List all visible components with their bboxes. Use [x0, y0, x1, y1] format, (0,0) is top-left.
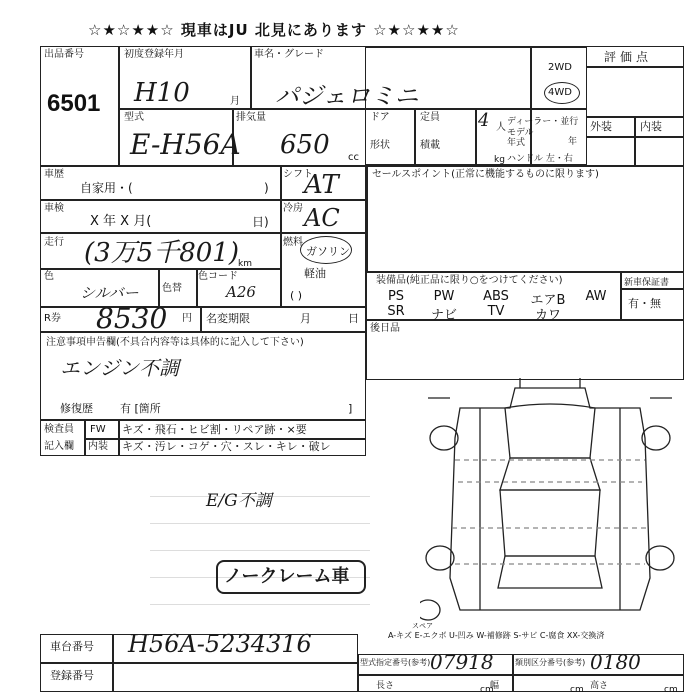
notes-label: 注意事項申告欄(不具合内容等は具体的に記入して下さい)	[46, 337, 304, 348]
equip-tv: TV	[487, 304, 505, 319]
fuel-gas: ガソリン	[306, 245, 350, 258]
load-label: 積載	[420, 140, 440, 151]
equip-airbag: エアB	[530, 293, 566, 308]
type-no-value: 07918	[430, 650, 494, 674]
dim-height: 高さ	[590, 681, 609, 691]
chassis-label: 車台番号	[50, 640, 94, 653]
rating-interior: 内装	[640, 120, 662, 133]
rating-exterior: 外装	[590, 120, 612, 133]
equip-sr: SR	[387, 304, 405, 319]
handle-label: ハンドル 左・右	[507, 154, 573, 164]
type-no-label: 型式指定番号(参考)	[360, 658, 431, 667]
dealer-label: ディーラー・並行	[507, 117, 579, 127]
load-unit: kg	[494, 155, 505, 165]
equip-abs: ABS	[483, 289, 509, 304]
rating-label: 評価点	[604, 50, 653, 64]
fuel-paren: ( )	[290, 289, 303, 302]
history-close: )	[264, 181, 269, 195]
model-year-label: モデル年式	[507, 128, 534, 148]
displacement-value: 650	[280, 130, 330, 160]
registration-unit: 月	[230, 96, 240, 107]
inspection-label: 車検	[44, 203, 64, 214]
inspector-fw-items: キズ・飛石・ヒビ割・リペア跡・×要	[122, 423, 307, 436]
name-change-day: 日	[348, 312, 359, 325]
dim-length-unit: cm	[480, 685, 494, 695]
equip-ps: PS	[387, 289, 405, 304]
drive-4wd: 4WD	[548, 87, 572, 98]
ac-value: AC	[304, 204, 340, 232]
dim-width: 幅	[490, 681, 500, 691]
name-change-label: 名変期限	[206, 312, 250, 325]
fuel-diesel: 軽油	[304, 267, 326, 280]
ac-label: 冷房	[283, 203, 303, 214]
dim-width-unit: cm	[570, 685, 584, 695]
mod-box	[366, 320, 684, 380]
inspector-fw: FW	[90, 424, 106, 435]
registration-label: 初度登録年月	[124, 49, 184, 60]
history-label: 車歴	[44, 169, 64, 180]
inspector-interior: 内装	[88, 441, 108, 452]
color-label: 色	[44, 271, 54, 282]
capacity-unit: 人	[496, 122, 506, 133]
recycle-unit: 円	[182, 313, 192, 324]
warranty-value: 有・無	[628, 297, 661, 310]
model-value: E-H56A	[130, 128, 241, 161]
equip-leather: カワ	[534, 308, 561, 323]
inspection-value: X 年 X 月(	[90, 214, 152, 229]
color-code-value: A26	[226, 283, 256, 301]
mod-label: 後日品	[370, 323, 400, 334]
notes-value: エンジン不調	[60, 356, 179, 380]
inspector-note: E/G不調	[206, 491, 272, 511]
inspector-int-items: キズ・汚レ・コゲ・穴・スレ・キレ・破レ	[122, 440, 331, 453]
lot-number: 6501	[47, 90, 101, 117]
registration-value: H10	[134, 78, 190, 108]
repair-label: 修復歴	[60, 402, 93, 415]
shift-label: シフト	[283, 169, 313, 180]
equip-pw: PW	[433, 289, 455, 304]
year-unit: 年	[568, 137, 578, 147]
repair-close: ]	[348, 402, 353, 415]
name-change-month: 月	[300, 312, 311, 325]
mileage-label: 走行	[44, 237, 64, 248]
stamp-text: ノークレーム車	[224, 566, 350, 587]
dim-length: 長さ	[376, 681, 395, 691]
mileage-unit: km	[238, 259, 252, 269]
drive-2wd: 2WD	[548, 62, 572, 73]
fuel-label: 燃料	[283, 237, 303, 248]
recycle-label: R券	[44, 313, 61, 324]
reg-no-label: 登録番号	[50, 669, 94, 682]
inspector-label2: 記入欄	[44, 441, 74, 452]
car-diagram	[420, 378, 680, 628]
capacity-value: 4	[478, 110, 490, 131]
model-label: 型式	[124, 112, 144, 123]
shape-label: 形状	[370, 140, 390, 151]
car-name: パジェロミニ	[275, 82, 419, 110]
chassis-value: H56A-5234316	[128, 630, 312, 658]
inspector-label: 検査員	[44, 424, 74, 435]
displacement-unit: cc	[348, 152, 359, 163]
equipment-label: 装備品(純正品に限り○をつけてください)	[376, 275, 563, 286]
spare-label: スペア	[412, 622, 433, 630]
equip-aw: AW	[585, 289, 607, 304]
displacement-label: 排気量	[236, 112, 266, 123]
capacity-label: 定員	[420, 112, 440, 123]
color-code-label: 色コード	[198, 271, 238, 282]
inspection-day: 日)	[252, 215, 269, 229]
equip-navi: ナビ	[430, 308, 457, 323]
repair-value: 有 [箇所	[120, 402, 161, 415]
sales-point-box	[366, 166, 684, 272]
sales-point-label: セールスポイント(正常に機能するものに限ります)	[372, 169, 599, 180]
header-banner: ☆★☆★★☆ 現車はJU 北見にあります ☆★☆★★☆	[88, 21, 460, 39]
warranty-label: 新車保証書	[624, 278, 670, 288]
doors-label: ドア	[370, 112, 390, 123]
history-value: 自家用・(	[80, 181, 133, 195]
shift-value: AT	[304, 170, 339, 200]
lot-label: 出品番号	[44, 49, 84, 60]
car-label: 車名・グレード	[254, 49, 324, 60]
dim-height-unit: cm	[664, 685, 678, 695]
class-no-label: 類別区分番号(参考)	[515, 658, 586, 667]
color-change-label: 色替	[162, 283, 182, 294]
mileage-value: (3万5千801)	[84, 238, 239, 268]
class-no-value: 0180	[590, 650, 641, 674]
damage-legend: A-キズ E-エクボ U-凹み W-補修跡 S-サビ C-腐食 XX-交換済	[388, 631, 605, 640]
color-value: シルバー	[80, 284, 139, 302]
recycle-value: 8530	[96, 302, 168, 335]
